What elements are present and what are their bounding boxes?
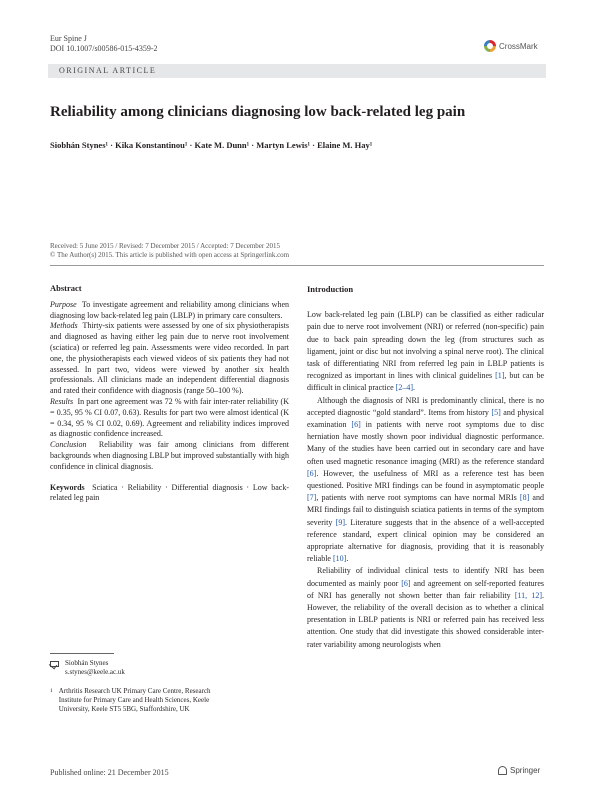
intro-text: Although the diagnosis of NRI is predominantly clinical, there is no accepted diagnostic “gold standard”. Items from history: [307, 395, 544, 417]
abstract-column: [50, 283, 289, 504]
introduction-heading: Introduction: [307, 284, 354, 294]
citation-link[interactable]: [8]: [519, 493, 530, 503]
citation-link[interactable]: [5]: [491, 407, 501, 417]
journal-header: [50, 34, 158, 54]
purpose-label: Purpose: [50, 299, 77, 309]
intro-text: and agreement on self-reported features of NRI has generally not shown better than fair reliability: [307, 578, 544, 600]
affiliation-line: Institute for Primary Care and Health Sciences, Keele: [58, 696, 210, 704]
introduction-column: [307, 283, 544, 651]
received-dates: [50, 242, 289, 260]
article-title: Reliability among clinicians diagnosing low back-related leg pain: [50, 104, 466, 120]
section-label: ORIGINAL ARTICLE: [59, 66, 157, 75]
crossmark-label: CrossMark: [499, 41, 538, 51]
section-banner: [48, 64, 546, 78]
envelope-icon: [50, 661, 59, 667]
publisher-name: Springer: [510, 766, 541, 775]
citation-link[interactable]: [1]: [495, 371, 505, 381]
springer-horse-icon: [498, 766, 507, 775]
author-list: Siobhán Stynes¹ · Kika Konstantinou¹ · Kate M. Dunn¹ · Martyn Lewis¹ · Elaine M. Hay¹: [50, 140, 373, 150]
header-divider: [50, 265, 544, 266]
citation-link[interactable]: [7]: [307, 493, 317, 503]
crossmark-badge[interactable]: [484, 40, 538, 52]
keywords-label: Keywords: [50, 482, 85, 492]
history-dates: Received: 5 June 2015 / Revised: 7 December 2015 / Accepted: 7 December 2015: [50, 242, 280, 250]
abstract-methods: [50, 321, 289, 397]
citation-link[interactable]: [6]: [307, 468, 317, 478]
citation-link[interactable]: [11, 12]: [514, 590, 543, 600]
affiliation-line: Arthritis Research UK Primary Care Centre, Research: [58, 687, 211, 695]
abstract-purpose: [50, 300, 289, 322]
abstract-body: [50, 300, 289, 473]
intro-text: , but can be difficult in clinical practice: [307, 371, 545, 393]
intro-text: and MRI findings fail to distinguish sciatica patients in terms of the symptom severity: [307, 493, 544, 527]
published-date: Published online: 21 December 2015: [50, 768, 169, 777]
citation-link[interactable]: [2–4]: [395, 383, 414, 393]
affiliation-number: 1: [50, 688, 53, 694]
intro-paragraph-2: [307, 395, 544, 566]
methods-text: Thirty-six patients were assessed by one of six physiotherapists and diagnosed as having either leg pain due to nerve root involvement (sciatica) or referred leg pain. Assessments were video recorded. In part one, the physiotherapists each viewed videos of six patients they had not assessed. In part two, videos were viewed by another six health professionals. All clinicians made an independent differential diagnosis and rated their confidence with diagnosis (range 50–100 %).: [50, 321, 289, 396]
intro-text: Low back-related leg pain (LBLP) can be classified as either radicular pain due to nerve root involvement (NRI) or referred (non-specific) pain due to back pain spreading down the leg (from structures such as ligament, joint or disc but not involving a spinal nerve root). The clinical task of differentiating NRI from referred leg pain in LBLP patients is recognized as important in lines with clinical guidelines: [307, 310, 544, 381]
intro-text: . However, the reliability of the overall decision as to whether a clinical presentation in LBLP patients is NRI or referred pain has received less attention. One study that did investigate this showed considerable inter-rater variability among neurologists when: [307, 590, 545, 649]
affiliation: [50, 687, 211, 714]
abstract-conclusion: [50, 440, 289, 472]
results-text: In part one agreement was 72 % with fair inter-rater reliability (K = 0.35, 95 % CI 0.07, 0.63). Results for part two were almost identical (K = 0.34, 95 % CI 0.02, 0.69). Agreement and reliability indices improved as diagnostic confidence increased.: [50, 396, 289, 439]
citation-link[interactable]: [6]: [401, 578, 411, 588]
citation-link[interactable]: [9]: [335, 517, 346, 527]
intro-text: in patients with nerve root symptoms due to disc herniation have mostly shown poor individual diagnostic performance. Many of the studies have been carried out in secondary care and have often used magnetic resonance imaging (MRI) as the reference standard: [307, 420, 544, 466]
methods-label: Methods: [50, 321, 78, 331]
affiliation-line: University, Keele ST5 5BG, Staffordshire, UK: [58, 705, 190, 713]
citation-link[interactable]: [6]: [351, 420, 361, 430]
correspondence: [50, 659, 125, 677]
copyright-line: © The Author(s) 2015. This article is published with open access at Springerlink.com: [50, 251, 290, 259]
citation-link[interactable]: [10]: [332, 554, 347, 564]
abstract-heading: Abstract: [50, 283, 82, 293]
doi[interactable]: DOI 10.1007/s00586-015-4359-2: [50, 44, 158, 53]
crossmark-icon: [484, 40, 496, 52]
correspondence-name: Siobhán Stynes: [65, 659, 109, 667]
intro-text: and physical examination: [307, 407, 544, 430]
publisher-logo: [498, 766, 540, 775]
abstract-results: [50, 397, 289, 440]
purpose-text: To investigate agreement and reliability among clinicians when diagnosing low back-related leg pain (LBLP) in primary care consulters.: [50, 299, 289, 320]
conclusion-label: Conclusion: [50, 440, 87, 450]
keywords: [50, 483, 289, 505]
conclusion-text: Reliability was fair among clinicians from different backgrounds when diagnosing LBLP but improved substantially with high confidence in clinical diagnosis.: [50, 440, 289, 471]
keywords-text: Sciatica · Reliability · Differential diagnosis · Low back-related leg pain: [50, 482, 289, 503]
intro-text: . Literature suggests that in the absence of a well-accepted reference standard, expert clinical opinion may be considered an appropriate alternative for diagnosis, providing that it is reasonably reliable: [307, 517, 544, 564]
results-label: Results: [50, 396, 74, 406]
correspondence-email[interactable]: s.stynes@keele.ac.uk: [65, 668, 125, 676]
intro-text: , patients with nerve root symptoms can have normal MRIs: [316, 493, 520, 503]
intro-text: .: [346, 554, 349, 564]
intro-paragraph-1: [307, 309, 544, 394]
journal-name: Eur Spine J: [50, 34, 87, 43]
intro-text: . However, the usefulness of MRI as a reference test has been questioned. Positive MRI findings can be found in asymptomatic people: [307, 468, 544, 491]
footnote-divider: [50, 653, 114, 654]
intro-text: .: [413, 383, 416, 393]
intro-text: Reliability of individual clinical tests to identify NRI has been documented as mainly poor: [307, 566, 544, 588]
intro-paragraph-3: [307, 565, 544, 650]
